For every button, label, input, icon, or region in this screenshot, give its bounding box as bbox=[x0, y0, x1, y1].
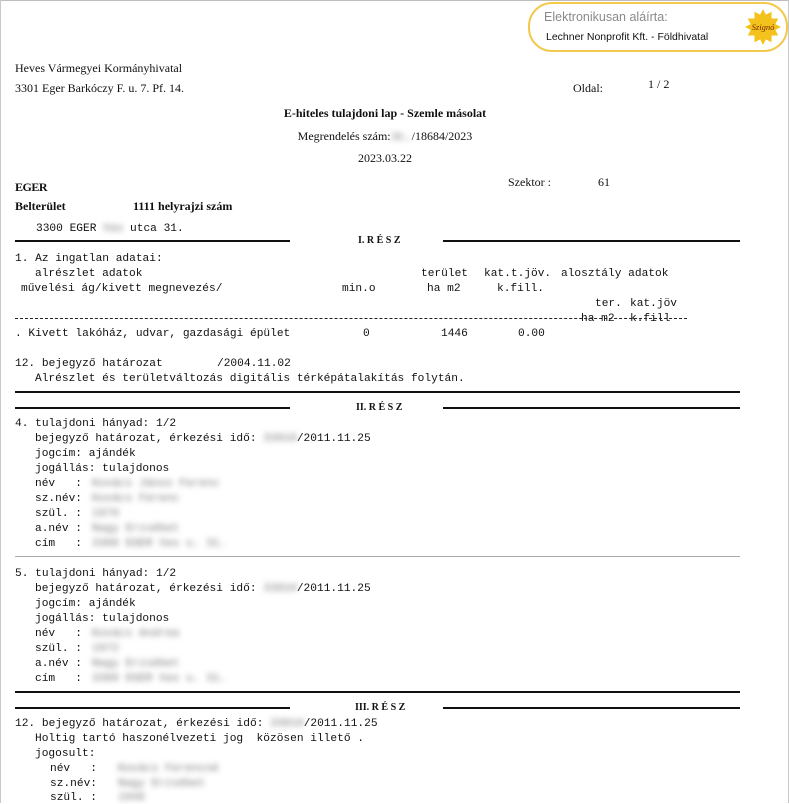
property-parcel: 1111 helyrajzi szám bbox=[133, 199, 233, 213]
owner2-address-label: cím : bbox=[35, 673, 82, 685]
owner2-jogcim: jogcím: ajándék bbox=[35, 598, 136, 610]
owner2-mother-label: a.név : bbox=[35, 658, 82, 670]
part3-right-text: Holtig tartó haszonélvezeti jog közösen illető . bbox=[35, 733, 364, 745]
owner2-decision-blurred: 33910 bbox=[263, 583, 297, 595]
property-city: EGER bbox=[15, 180, 48, 194]
col-area: terület bbox=[421, 268, 468, 280]
owner1-decision-label: bejegyző határozat, érkezési idő: bbox=[35, 433, 264, 445]
row-area: 1446 bbox=[441, 328, 468, 340]
order-blurred: 30... bbox=[390, 129, 412, 143]
owner1-mother-label: a.név : bbox=[35, 523, 82, 535]
owner1-decision-blurred: 33910 bbox=[263, 433, 297, 445]
section-three-rule-left bbox=[15, 707, 290, 709]
part3-name: Kovács Ferencné bbox=[118, 763, 219, 775]
document-title: E-hiteles tulajdoni lap - Szemle másolat bbox=[283, 106, 487, 120]
part1-decision-prefix: 12. bejegyző határozat bbox=[15, 358, 163, 370]
part3-name-label: név : bbox=[50, 763, 97, 775]
owner1-decision-date: /2011.11.25 bbox=[296, 433, 371, 445]
part3-birthname: Nagy Erzsébet bbox=[118, 778, 206, 790]
page-number: 1 / 2 bbox=[648, 77, 670, 91]
owner1-address-label: cím : bbox=[35, 538, 82, 550]
owner2-mother: Nagy Erzsébet bbox=[92, 658, 180, 670]
part1-decision-date: /2004.11.02 bbox=[217, 358, 291, 370]
owner2-decision-label: bejegyző határozat, érkezési idő: bbox=[35, 583, 264, 595]
col-k-fill: k.fill. bbox=[497, 283, 544, 295]
row-name: . Kivett lakóház, udvar, gazdasági épület bbox=[15, 328, 291, 340]
section-two-rule-left bbox=[15, 407, 290, 409]
part3-decision-blurred: 33910 bbox=[270, 718, 304, 730]
owner2-birth-label: szül. : bbox=[35, 643, 82, 655]
sector-value: 61 bbox=[598, 175, 610, 189]
property-address bbox=[36, 223, 184, 235]
owner2-decision-date: /2011.11.25 bbox=[296, 583, 371, 595]
owner2-decision bbox=[35, 583, 371, 595]
owner2-name: Kovács Andrea bbox=[92, 628, 180, 640]
col-subclass: alosztály adatok bbox=[561, 268, 669, 280]
signature-seal-icon bbox=[744, 8, 782, 46]
section-rule-left bbox=[15, 240, 290, 242]
part1-end-rule bbox=[15, 391, 740, 393]
part3-jogosult: jogosult: bbox=[35, 748, 96, 760]
owner1-address: 3300 EGER Vas u. 31. bbox=[92, 538, 227, 550]
section-three-title: III. R É S Z bbox=[355, 702, 406, 713]
owner2-name-label: név : bbox=[35, 628, 82, 640]
page-label: Oldal: bbox=[573, 81, 603, 95]
address-blurred: Vas bbox=[103, 223, 124, 235]
owner2-heading: 5. tulajdoni hányad: 1/2 bbox=[15, 568, 177, 580]
order-label: Megrendelés szám: bbox=[297, 129, 391, 143]
part3-birthname-label: sz.név: bbox=[50, 778, 97, 790]
signature-signer: Lechner Nonprofit Kft. - Földhivatal bbox=[546, 31, 709, 43]
part3-birth-label: szül. : bbox=[50, 792, 97, 804]
owner-separator bbox=[15, 556, 740, 557]
col-k-fill-b: k.fill bbox=[630, 313, 671, 325]
col-ha-m2: ha m2 bbox=[427, 283, 461, 295]
row-kat: 0.00 bbox=[518, 328, 545, 340]
owner1-name: Kovács János Ferenc bbox=[92, 478, 220, 490]
owner1-birthname: Kovács Ferenc bbox=[92, 493, 180, 505]
page-top-border bbox=[0, 0, 789, 1]
owner1-mother: Nagy Erzsébet bbox=[92, 523, 180, 535]
col-cultivation: művelési ág/kivett megnevezés/ bbox=[21, 283, 223, 295]
section-three-rule-right bbox=[443, 707, 740, 709]
part1-decision-text: Alrészlet és területváltozás digitális térképátalakítás folytán. bbox=[35, 373, 465, 385]
issuer-name: Heves Vármegyei Kormányhivatal bbox=[15, 61, 183, 75]
part3-decision-label: 12. bejegyző határozat, érkezési idő: bbox=[15, 718, 271, 730]
owner1-heading: 4. tulajdoni hányad: 1/2 bbox=[15, 418, 177, 430]
sector-label: Szektor : bbox=[508, 175, 551, 189]
col-ha-m2-b: ha m2 bbox=[581, 313, 615, 325]
address-prefix: 3300 EGER bbox=[36, 223, 104, 235]
part2-end-rule bbox=[15, 691, 740, 693]
signature-title: Elektronikusan aláírta: bbox=[544, 10, 668, 24]
part3-decision-date: /2011.11.25 bbox=[303, 718, 378, 730]
col-ter: ter. bbox=[595, 298, 622, 310]
part3-birth: 1948 bbox=[118, 792, 145, 804]
section-one-title: I. R É S Z bbox=[358, 235, 401, 246]
col-min-o: min.o bbox=[342, 283, 376, 295]
part1-heading: 1. Az ingatlan adatai: bbox=[15, 253, 163, 265]
part3-decision bbox=[15, 718, 378, 730]
col-kat-jov: kat.jöv bbox=[630, 298, 677, 310]
issuer-address: 3301 Eger Barkóczy F. u. 7. Pf. 14. bbox=[15, 81, 185, 95]
property-area: Belterület bbox=[15, 199, 66, 213]
section-two-rule-right bbox=[443, 407, 740, 409]
section-rule-right bbox=[443, 240, 740, 242]
order-number bbox=[0, 129, 770, 144]
owner1-name-label: név : bbox=[35, 478, 82, 490]
order-value: /18684/2023 bbox=[411, 129, 473, 143]
owner1-birth: 1970 bbox=[92, 508, 119, 520]
col-kat: kat.t.jöv. bbox=[484, 268, 552, 280]
owner2-birth: 1972 bbox=[92, 643, 119, 655]
section-two-title: II. R É S Z bbox=[356, 402, 403, 413]
seal-text: Szignó bbox=[751, 21, 775, 32]
electronic-signature-badge[interactable] bbox=[528, 2, 788, 52]
owner2-jogallas: jogállás: tulajdonos bbox=[35, 613, 170, 625]
owner2-address: 3300 EGER Vas u. 31. bbox=[92, 673, 227, 685]
owner1-decision bbox=[35, 433, 371, 445]
row-min-o: 0 bbox=[363, 328, 370, 340]
owner1-jogcim: jogcím: ajándék bbox=[35, 448, 136, 460]
owner1-birth-label: szül. : bbox=[35, 508, 82, 520]
col-subparcel: alrészlet adatok bbox=[35, 268, 143, 280]
order-date: 2023.03.22 bbox=[358, 151, 412, 165]
owner1-jogallas: jogállás: tulajdonos bbox=[35, 463, 170, 475]
table-separator bbox=[15, 318, 687, 319]
address-suffix: utca 31. bbox=[123, 223, 184, 235]
owner1-birthname-label: sz.név: bbox=[35, 493, 82, 505]
